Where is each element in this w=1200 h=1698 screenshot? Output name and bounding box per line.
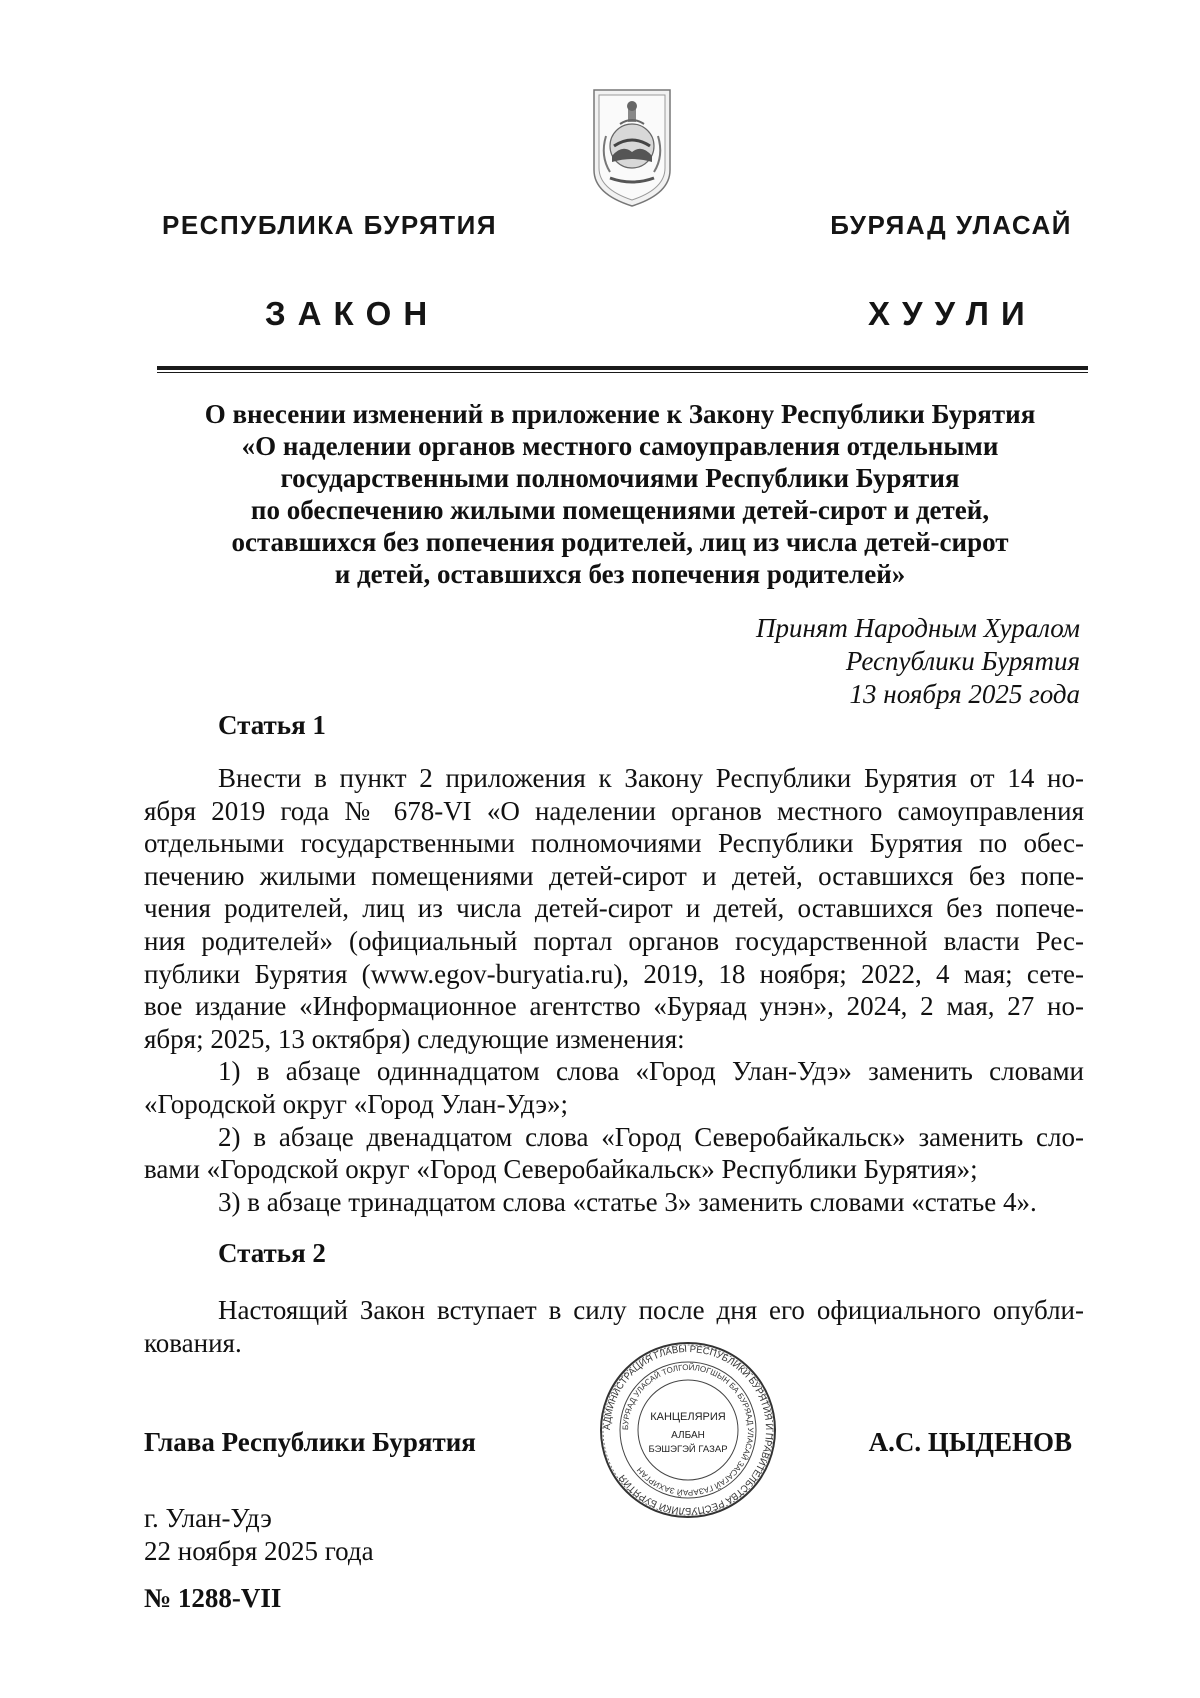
article-1-item: 3) в абзаце тринадцатом слова «статье 3» заменить словами «статье 4». xyxy=(218,1186,1037,1217)
stamp-outer-text: АДМИНИСТРАЦИЯ ГЛАВЫ РЕСПУБЛИКИ БУРЯТИЯ И ПРАВИТЕЛЬСТВА РЕСПУБЛИКИ БУРЯТИЯ xyxy=(601,1343,775,1517)
place-and-date xyxy=(144,1502,374,1568)
article-1-line: публики Бурятия (www.egov-buryatia.ru), 2019, 18 ноября; 2022, 4 мая; сете- xyxy=(144,958,1084,989)
title-line: государственными полномочиями Республики Бурятия xyxy=(280,463,960,493)
title-line: по обеспечению жилыми помещениями детей-сирот и детей, xyxy=(250,495,990,525)
article-1-line: чения родителей, лиц из числа детей-сирот и детей, оставшихся без попече- xyxy=(144,893,1084,924)
law-heading-bur: ХУУЛИ xyxy=(868,295,1037,332)
article-1-line: ября; 2025, 13 октября) следующие изменения: xyxy=(144,1023,685,1054)
article-1-line: отдельными государственными полномочиями Республики Бурятия по обес- xyxy=(144,828,1084,859)
article-1-line: печению жилыми помещениями детей-сирот и детей, оставшихся без попе- xyxy=(144,860,1084,891)
republic-name-bur: БУРЯАД УЛАСАЙ xyxy=(830,210,1072,240)
adoption-note xyxy=(756,612,1080,711)
stamp-center-line: КАНЦЕЛЯРИЯ xyxy=(650,1411,726,1423)
signatory-name: А.С. ЦЫДЕНОВ xyxy=(868,1427,1072,1457)
law-title xyxy=(140,398,1100,590)
article-2-line: Настоящий Закон вступает в силу после дня его официального опубли- xyxy=(218,1295,1084,1325)
city: г. Улан-Удэ xyxy=(144,1503,272,1533)
article-1-line: ября 2019 года № 678-VI «О наделении органов местного самоуправления xyxy=(144,795,1084,826)
title-line: О внесении изменений в приложение к Закону Республики Бурятия xyxy=(204,399,1036,429)
article-1-item: 1) в абзаце одиннадцатом слова «Город Улан-Удэ» заменить словами xyxy=(218,1056,1084,1087)
official-stamp xyxy=(598,1340,778,1520)
coat-of-arms-icon xyxy=(590,86,674,210)
title-line: «О наделении органов местного самоуправления отдельными xyxy=(241,431,999,461)
article-1-line: «Городской округ «Город Улан-Удэ»; xyxy=(144,1088,568,1119)
signing-date: 22 ноября 2025 года xyxy=(144,1536,374,1566)
adoption-line: 13 ноября 2025 года xyxy=(849,679,1080,709)
adoption-line: Принят Народным Хуралом xyxy=(755,613,1080,643)
header-divider-thin xyxy=(157,372,1088,373)
adoption-line: Республики Бурятия xyxy=(845,646,1080,676)
signatory-position: Глава Республики Бурятия xyxy=(144,1427,476,1457)
article-1-body xyxy=(144,762,1084,1218)
header-divider-thick xyxy=(157,366,1088,370)
article-1-line: вами «Городской округ «Город Северобайкальск» Республики Бурятия»; xyxy=(144,1154,978,1185)
republic-name-ru: РЕСПУБЛИКА БУРЯТИЯ xyxy=(162,210,498,240)
law-heading-ru: ЗАКОН xyxy=(265,295,440,332)
law-number: № 1288-VII xyxy=(144,1583,282,1613)
stamp-inner-text: БУРЯАД УЛАСАЙ ТОЛГОЙЛОГШЫН БА БУРЯАД УЛАСАЙ ЗАСАГАЙ ГАЗАРАЙ ЗАХИРГАН xyxy=(620,1362,756,1498)
article-1-line: Внести в пункт 2 приложения к Закону Республики Бурятия от 14 но- xyxy=(218,763,1084,793)
stamp-center-line: АЛБАН xyxy=(671,1430,705,1441)
article-2-heading: Статья 2 xyxy=(218,1238,326,1268)
title-line: оставшихся без попечения родителей, лиц из числа детей-сирот xyxy=(231,527,1009,557)
article-1-line: вое издание «Информационное агентство «Буряад унэн», 2024, 2 мая, 27 но- xyxy=(144,991,1084,1022)
title-line: и детей, оставшихся без попечения родителей» xyxy=(334,559,906,589)
article-1-heading: Статья 1 xyxy=(218,710,326,740)
article-2-line: кования. xyxy=(144,1327,242,1358)
article-1-item: 2) в абзаце двенадцатом слова «Город Северобайкальск» заменить сло- xyxy=(218,1121,1084,1152)
article-1-line: ния родителей» (официальный портал органов государственной власти Рес- xyxy=(144,925,1084,956)
stamp-center-line: БЭШЭГЭЙ ГАЗАР xyxy=(648,1444,728,1455)
